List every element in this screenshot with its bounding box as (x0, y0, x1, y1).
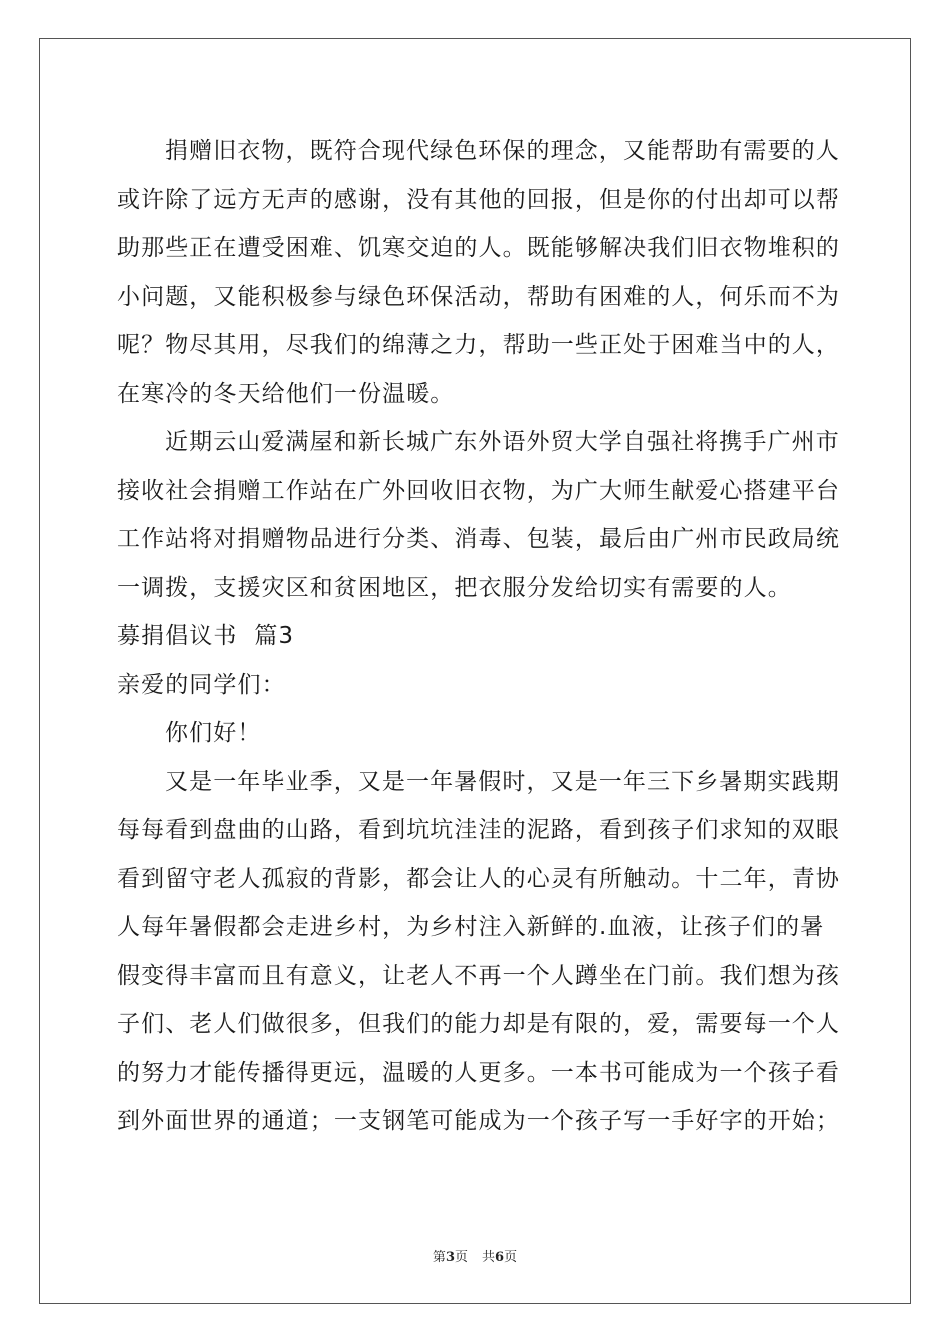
paragraph-line: 的努力才能传播得更远，温暖的人更多。一本书可能成为一个孩子看 (117, 1059, 840, 1086)
paragraph-line: 每每看到盘曲的山路，看到坑坑洼洼的泥路，看到孩子们求知的双眼 (117, 817, 840, 843)
document-body (117, 127, 840, 1146)
paragraph-line: 小问题，又能积极参与绿色环保活动，帮助有困难的人，何乐而不为 (117, 283, 840, 310)
page-number-prefix: 第 (432, 1250, 446, 1265)
salutation: 亲爱的同学们： (117, 671, 286, 698)
paragraph-line: 看到留守老人孤寂的背影，都会让人的心灵有所触动。十二年，青协 (117, 865, 840, 892)
paragraph-line: 到外面世界的通道；一支钢笔可能成为一个孩子写一手好字的开始； (117, 1108, 840, 1134)
page-total-prefix: 共 (482, 1250, 496, 1265)
paragraph-line: 捐赠旧衣物，既符合现代绿色环保的理念，又能帮助有需要的人 (165, 138, 840, 164)
paragraph-line: 人每年暑假都会走进乡村，为乡村注入新鲜的.血液，让孩子们的暑 (117, 914, 825, 940)
page-total: 6 (495, 1250, 505, 1265)
paragraph-line: 助那些正在遭受困难、饥寒交迫的人。既能够解决我们旧衣物堆积的 (117, 235, 840, 261)
paragraph-line: 接收社会捐赠工作站在广外回收旧衣物，为广大师生献爱心搭建平台 (117, 477, 840, 504)
page-footer (0, 1246, 950, 1265)
paragraph-line: 或许除了远方无声的感谢，没有其他的回报，但是你的付出却可以帮 (117, 186, 840, 213)
page-total-suffix: 页 (504, 1250, 518, 1265)
page-number-suffix: 页 (454, 1250, 468, 1265)
paragraph-line: 又是一年毕业季，又是一年暑假时，又是一年三下乡暑期实践期 (165, 768, 840, 795)
paragraph-line: 呢？物尽其用，尽我们的绵薄之力，帮助一些正处于困难当中的人， (117, 332, 840, 358)
paragraph-line: 工作站将对捐赠物品进行分类、消毒、包装，最后由广州市民政局统 (117, 526, 840, 552)
paragraph-line: 近期云山爱满屋和新长城广东外语外贸大学自强社将携手广州市 (165, 429, 840, 455)
paragraph-line: 一调拨，支援灾区和贫困地区，把衣服分发给切实有需要的人。 (117, 574, 792, 601)
paragraph-line: 假变得丰富而且有意义，让老人不再一个人蹲坐在门前。我们想为孩 (117, 962, 840, 989)
greeting: 你们好！ (165, 720, 262, 746)
paragraph-line: 子们、老人们做很多，但我们的能力却是有限的，爱，需要每一个人 (117, 1011, 840, 1037)
section-heading: 募捐倡议书 篇3 (117, 623, 295, 649)
paragraph-line: 在寒冷的冬天给他们一份温暖。 (117, 380, 455, 407)
page-number-current: 3 (445, 1250, 455, 1265)
